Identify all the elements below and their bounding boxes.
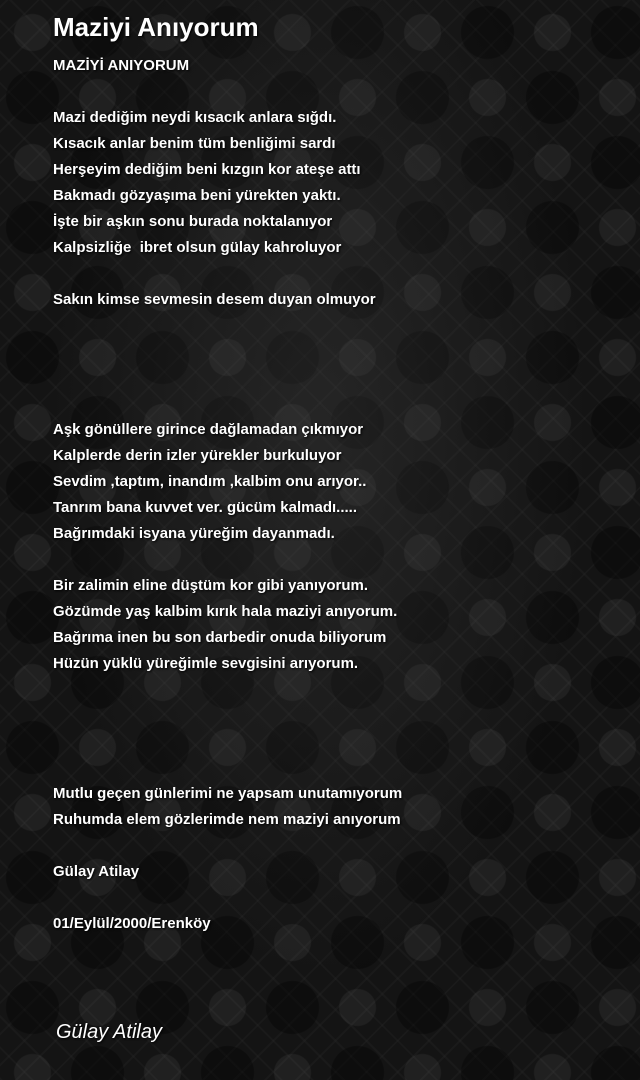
poem-line: Sevdim ,taptım, inandım ,kalbim onu arıyor.. xyxy=(53,473,367,490)
poem-blank-line xyxy=(53,313,613,339)
poem-blank-line xyxy=(53,885,613,911)
poem-line: Bir zalimin eline düştüm kor gibi yanıyorum. xyxy=(53,577,369,594)
poem-blank-line xyxy=(53,729,613,755)
poem-line: Aşk gönüllere girince dağlamadan çıkmıyor xyxy=(53,421,364,438)
poem-blank-line xyxy=(53,833,613,859)
poem-line: Sakın kimse sevmesin desem duyan olmuyor xyxy=(53,291,376,308)
poem-line: Mazi dediğim neydi kısacık anlara sığdı. xyxy=(53,109,337,126)
poem-line: Herşeyim dediğim beni kızgın kor ateşe attı xyxy=(53,161,361,178)
poem-blank-line xyxy=(53,703,613,729)
poem-blank-line xyxy=(53,547,613,573)
author-signature: Gülay Atilay xyxy=(56,1021,162,1043)
poem-line: Gözümde yaş kalbim kırık hala maziyi anıyorum. xyxy=(53,603,398,620)
poem-blank-line xyxy=(53,677,613,703)
poem-line: Gülay Atilay xyxy=(53,863,140,880)
poem-line: Bağrımdaki isyana yüreğim dayanmadı. xyxy=(53,525,335,542)
poem-line: Hüzün yüklü yüreğimle sevgisini arıyorum. xyxy=(53,655,359,672)
poem-line: Bağrıma inen bu son darbedir onuda biliyorum xyxy=(53,629,387,646)
poem-body xyxy=(53,53,613,937)
poem-blank-line xyxy=(53,261,613,287)
poem-line: Tanrım bana kuvvet ver. gücüm kalmadı..... xyxy=(53,499,357,516)
poem-line: Mutlu geçen günlerimi ne yapsam unutamıyorum xyxy=(53,785,403,802)
poem-line: İşte bir aşkın sonu burada noktalanıyor xyxy=(53,213,333,230)
poem-blank-line xyxy=(53,391,613,417)
poem-line: Ruhumda elem gözlerimde nem maziyi anıyorum xyxy=(53,811,401,828)
poem-blank-line xyxy=(53,755,613,781)
poem-line: Kalpsizliğe ibret olsun gülay kahroluyor xyxy=(53,239,342,256)
poem-line: Kalplerde derin izler yürekler burkuluyor xyxy=(53,447,342,464)
poem-line: MAZİYİ ANIYORUM xyxy=(53,57,190,74)
poem-line: Bakmadı gözyaşıma beni yürekten yaktı. xyxy=(53,187,341,204)
poem-blank-line xyxy=(53,365,613,391)
poem-line: 01/Eylül/2000/Erenköy xyxy=(53,915,211,932)
page-title: Maziyi Anıyorum xyxy=(53,12,259,42)
poem-blank-line xyxy=(53,339,613,365)
poem-blank-line xyxy=(53,79,613,105)
poem-line: Kısacık anlar benim tüm benliğimi sardı xyxy=(53,135,336,152)
